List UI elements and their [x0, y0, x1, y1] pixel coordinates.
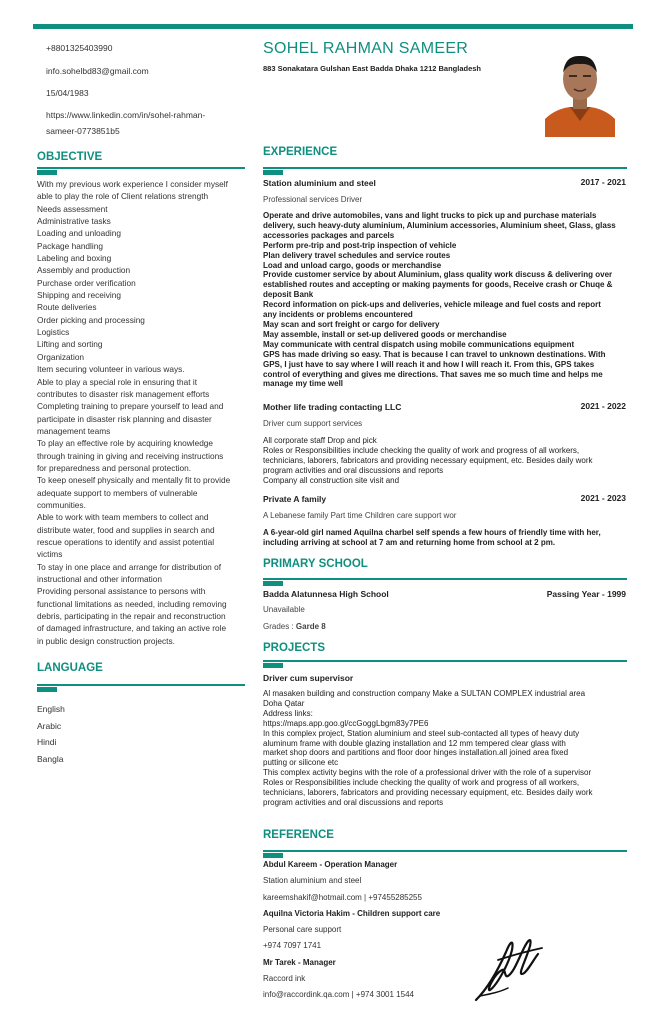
- reference-divider: [263, 850, 627, 852]
- job-line: All corporate staff Drop and pick: [263, 436, 377, 445]
- objective-line: To keep oneself physically and mentally fit to provide: [37, 475, 231, 486]
- objective-line: With my previous work experience I consider myself: [37, 179, 228, 189]
- project-name: Driver cum supervisor: [263, 673, 354, 683]
- job-description: [263, 436, 633, 486]
- experience-accent: [263, 170, 283, 175]
- objective-line: distribute water, food and supplies in search and: [37, 524, 215, 535]
- objective-line: Able to work with team members to collect and: [37, 512, 209, 523]
- objective-line: in public design construction projects.: [37, 635, 175, 646]
- objective-line: Able to play a special role in ensuring that it: [37, 376, 198, 387]
- experience-divider: [263, 167, 627, 169]
- language-heading: LANGUAGE: [37, 662, 103, 674]
- reference-company: Raccord ink: [263, 974, 306, 983]
- projects-divider: [263, 660, 627, 662]
- top-accent-bar: [33, 24, 633, 29]
- reference-company: Station aluminium and steel: [263, 876, 362, 885]
- project-line: aluminum frame with double glazing installation and 12 mm tempered clear glass with: [263, 738, 566, 748]
- reference-name: Abdul Kareem - Operation Manager: [263, 860, 398, 869]
- objective-line: Assembly and production: [37, 265, 131, 276]
- objective-line: Logistics: [37, 327, 70, 338]
- job-line: any incidents or problems encountered: [263, 310, 413, 320]
- job-line: May scan and sort freight or cargo for delivery: [263, 319, 440, 329]
- job-line: GPS has made driving so easy. That is because I can travel to unknown destinations. With: [263, 349, 606, 359]
- objective-line: Package handling: [37, 240, 103, 251]
- project-line: market shop doors and partitions and floor door hinges installation.all joined area fixed: [263, 748, 569, 758]
- school-passing-year: Passing Year - 1999: [546, 589, 626, 599]
- job-line: including arriving at school at 7 am and returning home from school at 2 pm.: [263, 537, 556, 547]
- objective-accent: [37, 170, 57, 175]
- objective-line: victims: [37, 549, 63, 560]
- objective-line: debris, participating in the repair and reconstruction: [37, 611, 226, 622]
- project-line: Doha Qatar: [263, 698, 305, 708]
- job-line: Roles or Responsibilities include checking the quality of work and progress of all workers,: [263, 445, 580, 455]
- objective-line: Completing training to prepare yourself to lead and: [37, 401, 224, 412]
- objective-line: Route deliveries: [37, 302, 97, 313]
- date-of-birth: 15/04/1983: [46, 88, 89, 98]
- reference-company: Personal care support: [263, 925, 342, 934]
- job-company: Station aluminium and steel: [263, 178, 376, 188]
- language-item: Arabic: [37, 720, 62, 731]
- reference-contact[interactable]: info@raccordink.qa.com | +974 3001 1544: [263, 990, 414, 999]
- objective-divider: [37, 167, 245, 169]
- job-line: May assemble, install or set-up delivered goods or merchandise: [263, 329, 507, 339]
- objective-line: Purchase order verification: [37, 277, 136, 288]
- objective-line: Item securing volunteer in various ways.: [37, 364, 185, 375]
- job-line: manage my time well: [263, 379, 344, 389]
- objective-line: To stay in one place and arrange for distribution of: [37, 561, 222, 572]
- projects-heading: PROJECTS: [263, 642, 325, 654]
- objective-line: management teams: [37, 425, 111, 436]
- projects-accent: [263, 663, 283, 668]
- job-line: control of everything and gives me directions. That saves me so much time and helps me: [263, 369, 603, 379]
- job-line: Provide customer service by about Aluminium, glass quality work discuss & delivering over: [263, 270, 613, 280]
- language-item: English: [37, 704, 65, 714]
- objective-line: adequate support to members of vulnerable: [37, 487, 198, 498]
- reference-name: Aquilna Victoria Hakim - Children support care: [263, 909, 441, 918]
- objective-line: of damaged infrastructure, and taking an active role: [37, 623, 227, 634]
- objective-line: participate in disaster risk planning and disaster: [37, 413, 212, 424]
- school-status: Unavailable: [263, 605, 305, 614]
- job-role: Driver cum support services: [263, 419, 363, 428]
- objective-line: Organization: [37, 351, 85, 362]
- job-line: deposit Bank: [263, 290, 314, 300]
- reference-name: Mr Tarek - Manager: [263, 958, 336, 967]
- job-description: [263, 528, 633, 548]
- job-line: May communicate with central dispatch using mobile communications equipment: [263, 339, 575, 349]
- objective-line: Labeling and boxing: [37, 253, 112, 264]
- project-line: putting or silicone etc: [263, 758, 339, 768]
- job-line: program activities and oral discussions and reports: [263, 465, 444, 475]
- project-line: Roles or Responsibilities include checking the quality of work and progress of all workers,: [263, 778, 580, 788]
- language-list: [37, 701, 65, 767]
- profile-photo: [545, 47, 615, 137]
- job-dates: 2021 - 2023: [580, 493, 626, 503]
- project-link[interactable]: https://maps.app.goo.gl/ccGoggLbgm83y7PE6: [263, 718, 429, 728]
- objective-line: able to play the role of Client relations strength: [37, 191, 209, 202]
- objective-line: contributes to disaster risk management efforts: [37, 388, 210, 399]
- project-line: In this complex project, Station aluminium and steel sub-contacted all types of heavy duty: [263, 728, 580, 738]
- linkedin-link-line2[interactable]: sameer-0773851b5: [46, 126, 120, 136]
- project-line: Address links:: [263, 708, 313, 718]
- reference-contact[interactable]: kareemshakif@hotmail.com | +97455285255: [263, 893, 422, 902]
- job-role: A Lebanese family Part time Children care support wor: [263, 511, 457, 520]
- objective-line: communities.: [37, 499, 86, 510]
- grade-label: Grades :: [263, 622, 296, 631]
- project-line: This complex activity begins with the role of a professional driver with the role of a supervisor: [263, 768, 592, 778]
- candidate-name: SOHEL RAHMAN SAMEER: [263, 40, 469, 57]
- job-company: Mother life trading contacting LLC: [263, 402, 402, 412]
- job-line: technicians, laborers, fabricators and providing necessary equipment, etc. Besides daily work: [263, 455, 593, 465]
- objective-line: To play an effective role by acquiring knowledge: [37, 438, 214, 449]
- job-dates: 2017 - 2021: [580, 177, 626, 187]
- signature: [468, 930, 548, 1005]
- objective-line: instructional and other information: [37, 574, 162, 584]
- reference-heading: REFERENCE: [263, 829, 334, 841]
- reference-contact[interactable]: +974 7097 1741: [263, 941, 322, 950]
- objective-line: for preparedness and personal protection.: [37, 462, 192, 473]
- job-company: Private A family: [263, 494, 327, 504]
- objective-line: through training in giving and receiving instructions: [37, 450, 224, 461]
- job-dates: 2021 - 2022: [580, 401, 626, 411]
- language-item: Hindi: [37, 737, 57, 747]
- project-description: [263, 689, 633, 808]
- job-description: [263, 211, 633, 389]
- objective-line: Needs assessment: [37, 203, 108, 214]
- job-line: established routes and accepting or making payments for goods, Receive crash or Chuqe &: [263, 280, 613, 290]
- candidate-address: 883 Sonakatara Gulshan East Badda Dhaka 1212 Bangladesh: [263, 64, 482, 73]
- experience-heading: EXPERIENCE: [263, 146, 338, 158]
- objective-line: Loading and unloading: [37, 228, 121, 239]
- objective-heading: OBJECTIVE: [37, 151, 103, 163]
- job-line: Company all construction site visit and: [263, 475, 400, 485]
- job-line: Operate and drive automobiles, vans and light trucks to pick up and purchase materials: [263, 211, 597, 220]
- job-line: GPS, I just have to say where I will reach it and how I will reach it. From this, GPS takes: [263, 359, 595, 369]
- job-line: Plan delivery travel schedules and service routes: [263, 250, 451, 260]
- job-line: Load and unload cargo, goods or merchandise: [263, 260, 442, 270]
- objective-line: Shipping and receiving: [37, 290, 121, 301]
- objective-text: [37, 178, 245, 647]
- language-divider: [37, 684, 245, 686]
- job-line: A 6-year-old girl named Aquilna charbel self spends a few hours of friendly time with her,: [263, 528, 601, 537]
- linkedin-link-line1[interactable]: https://www.linkedin.com/in/sohel-rahman-: [46, 110, 206, 120]
- school-name: Badda Alatunnesa High School: [263, 589, 389, 599]
- objective-line: rescue operations to identify and assist potential: [37, 536, 215, 547]
- reference-accent: [263, 853, 283, 858]
- school-grade: [263, 622, 326, 631]
- job-line: delivery, such heavy-duty aluminium, Aluminium accessories, Aluminium sheet, Glass, glass: [263, 220, 616, 230]
- objective-line: functional limitations as needed, including removing: [37, 598, 227, 609]
- job-line: Perform pre-trip and post-trip inspection of vehicle: [263, 240, 457, 250]
- school-divider: [263, 578, 627, 580]
- job-role: Professional services Driver: [263, 195, 363, 204]
- objective-line: Order picking and processing: [37, 314, 145, 325]
- language-item: Bangla: [37, 753, 64, 764]
- objective-line: Providing personal assistance to persons with: [37, 586, 206, 597]
- project-line: technicians, laborers, fabricators and providing necessary equipment, etc. Besides daily work: [263, 788, 593, 798]
- school-heading: PRIMARY SCHOOL: [263, 558, 368, 570]
- school-accent: [263, 581, 283, 586]
- language-accent: [37, 687, 57, 692]
- project-line: program activities and oral discussions and reports: [263, 797, 444, 807]
- project-line: Al masaken building and construction company Make a SULTAN COMPLEX industrial area: [263, 689, 586, 698]
- grade-value: Garde 8: [295, 622, 326, 631]
- objective-line: Administrative tasks: [37, 216, 111, 227]
- email-address[interactable]: info.sohelbd83@gmail.com: [46, 66, 149, 76]
- job-line: accessories packages and parcels: [263, 230, 395, 240]
- job-line: Record information on pick-ups and deliveries, vehicle mileage and fuel costs and report: [263, 300, 601, 310]
- phone-number: +8801325403990: [46, 43, 113, 53]
- objective-line: Lifting and sorting: [37, 339, 103, 350]
